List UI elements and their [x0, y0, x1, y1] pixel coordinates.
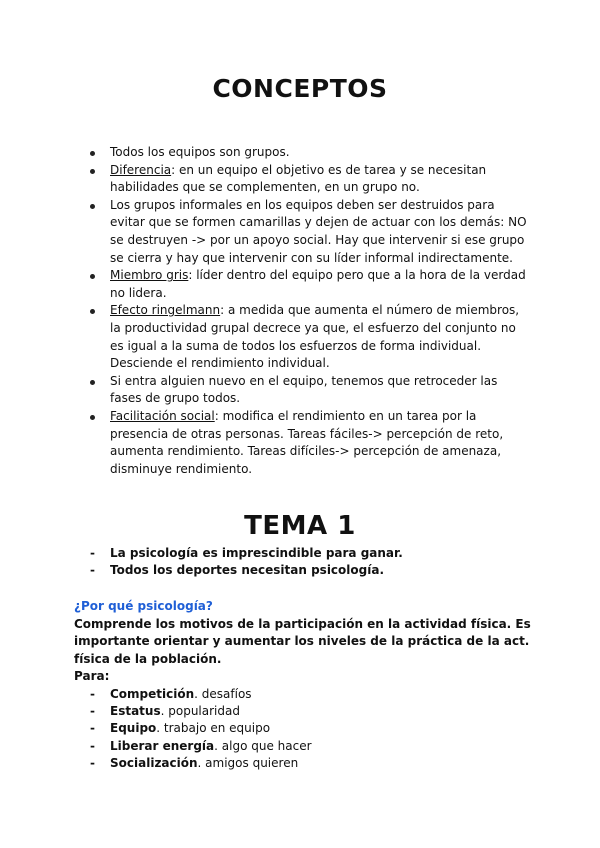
list-item	[74, 720, 534, 737]
list-item	[74, 686, 534, 703]
item-text: Los grupos informales en los equipos deben ser destruidos para evitar que se formen camarillas y dejen de actuar con los demás: NO se destruyen -> por un apoyo social. Hay que intervenir si ese grupo se cierra y hay que intervenir con su líder informal indirectamente.	[110, 197, 527, 265]
list-item	[110, 267, 528, 302]
item-rest: . desafíos	[194, 686, 252, 701]
term: Facilitación social	[110, 408, 215, 423]
list-item	[110, 408, 528, 478]
item-text: : líder dentro del equipo pero que a la hora de la verdad no lidera.	[110, 268, 526, 300]
list-item: - Todos los deportes necesitan psicología.	[74, 562, 534, 579]
list-item: - La psicología es imprescindible para ganar.	[74, 545, 534, 562]
tema1-list	[74, 545, 534, 579]
item-rest: . algo que hacer	[214, 738, 312, 753]
list-item	[110, 197, 528, 267]
list-item	[110, 162, 528, 197]
list-item	[110, 373, 528, 408]
item-text: Si entra alguien nuevo en el equipo, tenemos que retroceder las fases de grupo todos.	[110, 373, 498, 406]
term: Efecto ringelmann	[110, 303, 221, 318]
term: Diferencia	[110, 162, 172, 177]
para-list	[74, 686, 534, 772]
list-item	[74, 755, 534, 772]
list-item	[110, 302, 528, 372]
item-text: Todos los equipos son grupos.	[110, 145, 290, 159]
item-bold: Equipo	[110, 721, 157, 736]
para-label: Para:	[74, 669, 110, 684]
conceptos-title: CONCEPTOS	[212, 74, 388, 103]
tema1-title: TEMA 1	[244, 511, 356, 541]
item-bold: Liberar energía	[110, 738, 215, 753]
item-rest: . trabajo en equipo	[156, 721, 271, 736]
item-rest: . popularidad	[160, 704, 240, 719]
subheading: ¿Por qué psicología?	[74, 599, 213, 613]
conceptos-list	[110, 144, 528, 478]
list-item	[110, 144, 528, 162]
item-bold: Socialización	[110, 755, 198, 770]
item-bold: Estatus	[110, 704, 161, 719]
term: Miembro gris	[110, 268, 189, 283]
item-bold: Competición	[110, 686, 195, 701]
item-text: : modifica el rendimiento en un tarea por la presencia de otras personas. Tareas fáciles-> percepción de reto, aumenta rendimiento. Tareas difíciles-> percepción de amenaza, disminuye rendimiento.	[110, 408, 504, 476]
por-que-section	[74, 598, 534, 772]
list-item	[74, 703, 534, 720]
item-rest: . amigos quieren	[197, 755, 299, 770]
item-text: : a medida que aumenta el número de miembros, la productividad grupal decrece ya que, el esfuerzo del conjunto no es igual a la suma de todos los esfuerzos de forma individual. Desciende el rendimiento individual.	[110, 303, 520, 371]
body-text: Comprende los motivos de la participación en la actividad física. Es importante orientar y aumentar los niveles de la práctica de la act. física de la población.	[74, 616, 531, 666]
item-text: : en un equipo el objetivo es de tarea y se necesitan habilidades que se complementen, en un grupo no.	[110, 162, 487, 195]
list-item	[74, 738, 534, 755]
